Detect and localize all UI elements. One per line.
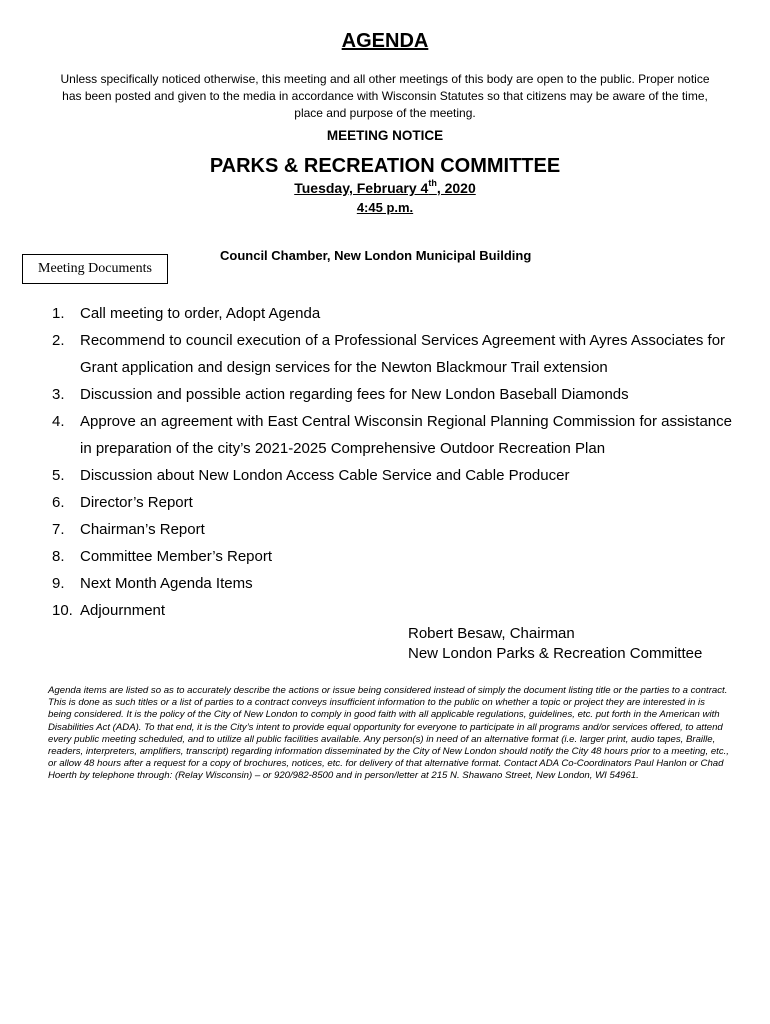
agenda-item-number: 4. (52, 413, 65, 430)
agenda-item-text: Adjournment (80, 602, 166, 619)
meeting-date-ordinal: th (428, 178, 437, 188)
agenda-item (52, 327, 742, 381)
signature-title: New London Parks & Recreation Committee (408, 645, 703, 662)
agenda-item (52, 381, 742, 408)
agenda-item-text: Next Month Agenda Items (80, 575, 253, 592)
agenda-item (52, 570, 742, 597)
agenda-item-text: Discussion and possible action regarding fees for New London Baseball Diamonds (80, 386, 629, 403)
agenda-item-number: 9. (52, 575, 65, 592)
agenda-item-list (52, 300, 742, 624)
agenda-item-number: 6. (52, 494, 65, 511)
ada-disclaimer: Agenda items are listed so as to accurately describe the actions or issue being considered instead of simply the document listing title or the parties to a contract. This is done as such titles or a list of parties to a contract conveys insufficient information to the public on whether a topic or project they are interested in is being considered. It is the policy of the City of New London to comply in good faith with all applicable regulations, guidelines, etc. put forth in the American with Disabilities Act (ADA). To that end, it is the City’s intent to provide equal opportunity for everyone to participate in all programs and/or services offered, to attend every public meeting scheduled, and to utilize all public facilities available. Any person(s) in need of an alternative format (i.e. larger print, audio tapes, Braille, readers, interpreters, amplifiers, transcript) regarding information disseminated by the City of New London should notify the City 48 hours prior to a meeting, etc., or allow 48 hours after a request for a copy of brochures, notices, etc. for delivery of that alternative format. Contact ADA Co-Coordinators Paul Hanlon or Chad Hoerth by telephone through: (Relay Wisconsin) – or 920/982-8500 and in person/letter at 215 N. Shawano Street, New London, WI 54961. (48, 685, 729, 782)
agenda-item (52, 597, 742, 624)
agenda-item-number: 8. (52, 548, 65, 565)
agenda-item-number: 1. (52, 305, 65, 322)
signature-name: Robert Besaw, Chairman (408, 625, 575, 642)
agenda-item-text: Call meeting to order, Adopt Agenda (80, 305, 321, 322)
agenda-item-text: Approve an agreement with East Central Wisconsin Regional Planning Commission for assistance in preparation of the city’s 2021-2025 Comprehensive Outdoor Recreation Plan (80, 413, 732, 457)
agenda-item-text: Director’s Report (80, 494, 193, 511)
agenda-item-number: 5. (52, 467, 65, 484)
agenda-item-number: 7. (52, 521, 65, 538)
meeting-documents-button[interactable]: Meeting Documents (22, 254, 168, 284)
agenda-item-text: Committee Member’s Report (80, 548, 273, 565)
agenda-item-number: 2. (52, 332, 65, 349)
agenda-item (52, 408, 742, 462)
meeting-location: Council Chamber, New London Municipal Building (220, 248, 532, 263)
agenda-item-text: Discussion about New London Access Cable Service and Cable Producer (80, 467, 570, 484)
meeting-date-year: , 2020 (436, 180, 476, 196)
committee-name: PARKS & RECREATION COMMITTEE (209, 155, 561, 177)
agenda-item (52, 516, 742, 543)
meeting-date-day: Tuesday, February 4 (294, 180, 429, 196)
agenda-item (52, 462, 742, 489)
public-notice-text: Unless specifically noticed otherwise, this meeting and all other meetings of this body are open to the public. Proper notice has been posted and given to the media in accordance with Wisconsin Statutes so that citizens may be aware of the time, place and purpose of the meeting. (60, 72, 710, 120)
meeting-notice-heading: MEETING NOTICE (326, 128, 444, 143)
agenda-item-number: 10. (52, 602, 73, 619)
page-title: AGENDA (341, 30, 429, 52)
agenda-item-number: 3. (52, 386, 65, 403)
agenda-item-text: Recommend to council execution of a Professional Services Agreement with Ayres Associates for Grant application and design services for the Newton Blackmour Trail extension (80, 332, 726, 376)
meeting-time: 4:45 p.m. (356, 200, 414, 215)
agenda-item (52, 300, 742, 327)
agenda-item (52, 489, 742, 516)
signature-block (408, 624, 748, 664)
agenda-item-text: Chairman’s Report (80, 521, 205, 538)
meeting-date (0, 180, 770, 196)
agenda-item (52, 543, 742, 570)
